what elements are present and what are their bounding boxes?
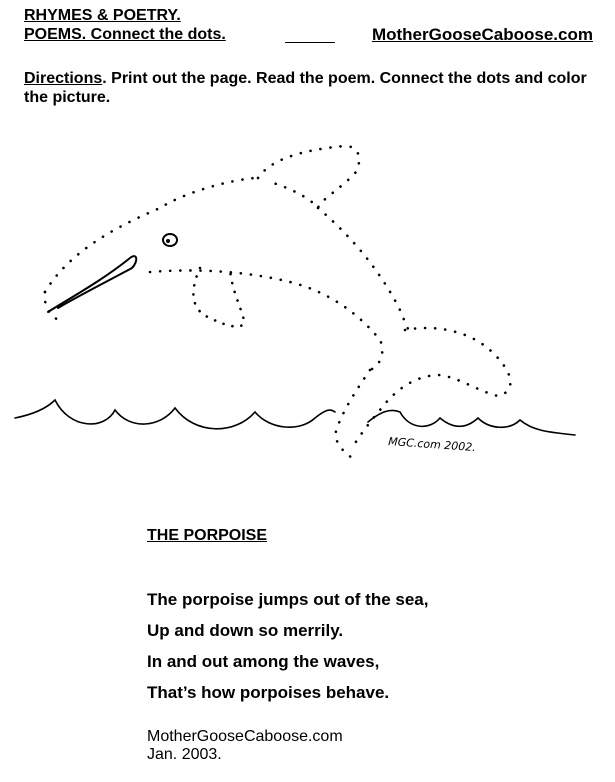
worksheet-subtitle: POEMS. Connect the dots.: [24, 26, 226, 43]
credit-date: Jan. 2003.: [147, 746, 222, 763]
ocean-waves: [15, 400, 335, 429]
dolphin-dotted-tail: [335, 370, 370, 460]
ocean-waves: [368, 410, 575, 435]
dolphin-dotted-outline: [318, 208, 412, 336]
poem-line: Up and down so merrily.: [147, 621, 344, 640]
dolphin-dotted-flipper: [193, 268, 244, 327]
credit-site: MotherGooseCaboose.com: [147, 728, 343, 745]
poem-title: THE PORPOISE: [147, 527, 268, 544]
dolphin-eye: [163, 234, 177, 246]
directions-label: Directions: [24, 70, 103, 87]
artist-signature: MGC.com 2002.: [387, 435, 477, 455]
poem-credit: [147, 728, 343, 764]
site-name: MotherGooseCaboose.com: [371, 25, 593, 44]
dolphin-dotted-outline: [45, 178, 255, 292]
dolphin-mouth: [48, 256, 136, 312]
dolphin-dot-to-dot-picture: [0, 130, 615, 470]
header-rule: [285, 42, 335, 43]
dolphin-dotted-fin: [258, 146, 359, 208]
worksheet-category: RHYMES & POETRY.: [24, 7, 181, 24]
poem-line: That’s how porpoises behave.: [147, 683, 390, 702]
dolphin-dotted-fluke: [352, 328, 510, 448]
dolphin-pupil: [166, 239, 170, 243]
directions-text: . Print out the page. Read the poem. Connect the dots and color the picture.: [24, 70, 587, 106]
dolphin-dotted-outline: [150, 270, 382, 370]
poem-line: In and out among the waves,: [147, 652, 380, 671]
poem-line: The porpoise jumps out of the sea,: [147, 590, 429, 609]
directions: [24, 69, 594, 107]
poem-body: [147, 584, 428, 708]
